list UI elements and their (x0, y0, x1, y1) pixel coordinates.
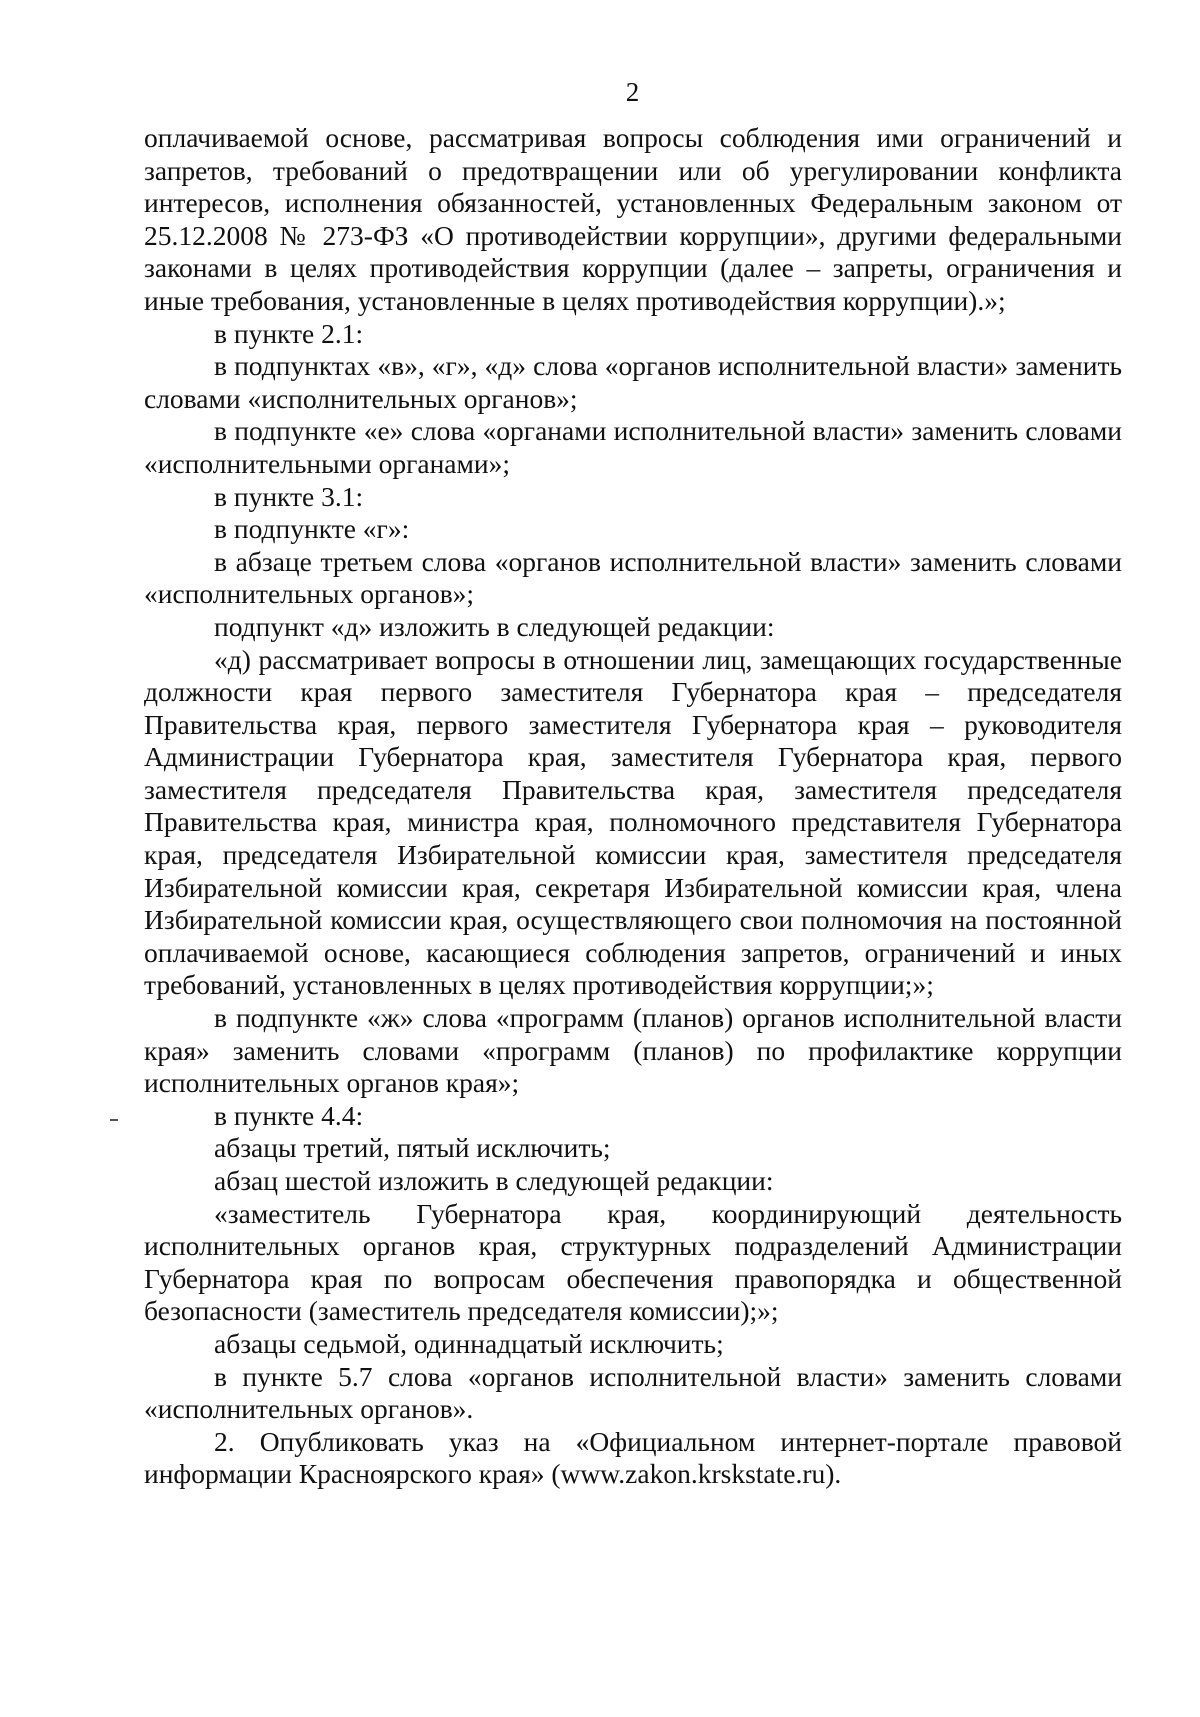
paragraph: в пункте 2.1: (214, 317, 364, 349)
paragraph-publication: 2. Опубликовать указ на «Официальном интернет-портале правовой информации Красноярского края» (www.zakon.krskstate.ru). (144, 1425, 1122, 1490)
paragraph: в подпункте «е» слова «органами исполнительной власти» заменить словами «исполнительными органами»; (144, 415, 1122, 479)
paragraph: в пункте 5.7 слова «органов исполнительной власти» заменить словами «исполнительных органов». (144, 1360, 1122, 1425)
scan-edge-mark (110, 1119, 118, 1121)
paragraph: абзац шестой изложить в следующей редакции: (214, 1165, 774, 1196)
paragraph: абзацы третий, пятый исключить; (214, 1132, 611, 1164)
paragraph: «д) рассматривает вопросы в отношении лиц, замещающих государственные должности края первого заместителя Губернатора края – председателя Правительства края, первого заместителя Губернатора края – руководителя Администрации Губернатора края, заместителя Губернатора края, первого заместителя председателя Правительства края, заместителя председателя Правительства края, министра края, полномочного представителя Губернатора края, председателя Избирательной комиссии края, заместителя председателя Избирательной комиссии края, секретаря Избирательной комиссии края, члена Избирательной комиссии края, осуществляющего свои полномочия на постоянной оплачиваемой основе, касающиеся соблюдения запретов, ограничений и иных требований, установленных в целях противодействия коррупции;»; (144, 643, 1122, 1001)
paragraph: абзацы седьмой, одиннадцатый исключить; (214, 1327, 724, 1359)
paragraph: в подпункте «г»: (214, 513, 410, 545)
paragraph: в подпункте «ж» слова «программ (планов) органов исполнительной власти края» заменить словами «программ (планов) по профилактике коррупции исполнительных органов края»; (144, 1002, 1122, 1099)
paragraph: подпункт «д» изложить в следующей редакции: (214, 610, 775, 642)
document-body (144, 122, 1122, 1491)
paragraph: в абзаце третьем слова «органов исполнительной власти» заменить словами «исполнительных органов»; (144, 545, 1122, 610)
paragraph-continuation: оплачиваемой основе, рассматривая вопросы соблюдения ими ограничений и запретов, требований о предотвращении или об урегулировании конфликта интересов, исполнения обязанностей, установленных Федеральным законом от 25.12.2008 № 273-ФЗ «О противодействии коррупции», другими федеральными законами в целях противодействия коррупции (далее – запреты, ограничения и иные требования, установленные в целях противодействия коррупции).»; (144, 122, 1122, 316)
paragraph: в пункте 4.4: (214, 1099, 364, 1131)
paragraph: «заместитель Губернатора края, координирующий деятельность исполнительных органов края, структурных подразделений Администрации Губернатора края по вопросам обеспечения правопорядка и общественной безопасности (заместитель председателя комиссии);»; (144, 1197, 1122, 1327)
paragraph: в подпунктах «в», «г», «д» слова «органов исполнительной власти» заменить словами «исполнительных органов»; (144, 350, 1122, 414)
page-number: 2 (625, 77, 640, 107)
paragraph: в пункте 3.1: (214, 480, 364, 512)
